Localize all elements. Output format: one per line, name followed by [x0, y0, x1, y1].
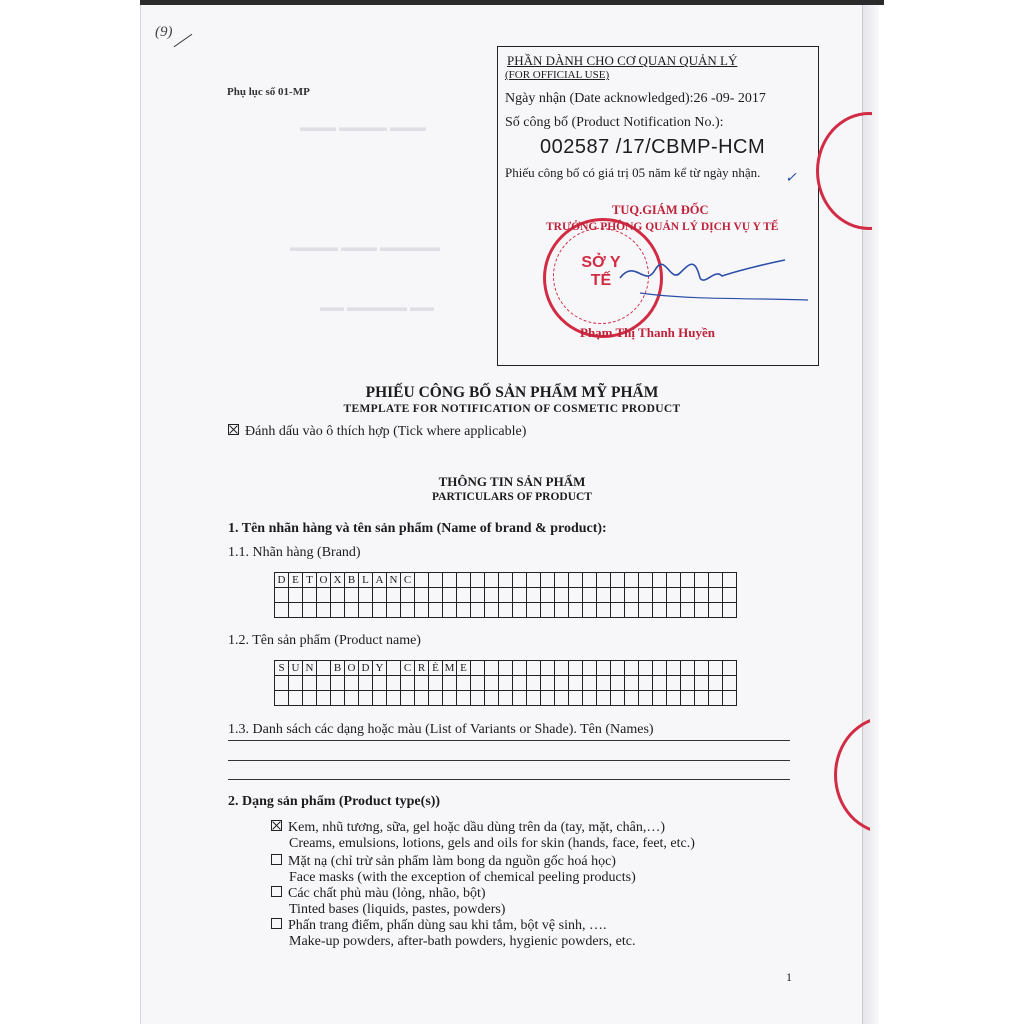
grid-cell [555, 691, 569, 706]
tick-note-text: Đánh dấu vào ô thích hợp (Tick where applicable) [245, 424, 527, 439]
option-en: Creams, emulsions, lotions, gels and oils for skin (hands, face, feet, etc.) [289, 836, 695, 851]
grid-cell [527, 691, 541, 706]
grid-cell [317, 588, 331, 603]
grid-cell [639, 603, 653, 618]
grid-cell [317, 676, 331, 691]
option-vi: Phấn trang điểm, phấn dùng sau khi tắm, bột vệ sinh, …. [288, 918, 607, 933]
grid-cell [667, 661, 681, 676]
grid-cell: E [289, 573, 303, 588]
grid-cell [471, 573, 485, 588]
grid-cell [457, 573, 471, 588]
grid-cell [723, 661, 737, 676]
grid-cell [695, 661, 709, 676]
grid-cell [415, 691, 429, 706]
grid-cell [583, 691, 597, 706]
checkbox-icon[interactable] [271, 886, 282, 897]
variants-label: 1.3. Danh sách các dạng hoặc màu (List of Variants or Shade). Tên (Names) [228, 722, 654, 737]
grid-cell [289, 676, 303, 691]
grid-cell [527, 588, 541, 603]
grid-cell [695, 676, 709, 691]
grid-cell: A [373, 573, 387, 588]
grid-cell [345, 691, 359, 706]
grid-cell [653, 691, 667, 706]
grid-cell [499, 588, 513, 603]
grid-cell: B [345, 573, 359, 588]
grid-row [275, 603, 737, 618]
grid-cell [359, 603, 373, 618]
official-box-title: PHẦN DÀNH CHO CƠ QUAN QUẢN LÝ [507, 53, 738, 68]
grid-cell [443, 588, 457, 603]
grid-cell [653, 573, 667, 588]
grid-cell [443, 676, 457, 691]
grid-cell [387, 603, 401, 618]
variants-line [228, 760, 790, 761]
grid-cell [415, 588, 429, 603]
grid-cell [471, 661, 485, 676]
bleed-through: ▬▬▬ ▬▬▬▬ ▬▬▬ [300, 120, 426, 134]
notification-label: Số công bố (Product Notification No.): [505, 115, 724, 130]
grid-cell [429, 676, 443, 691]
grid-cell [653, 603, 667, 618]
grid-cell [555, 661, 569, 676]
grid-cell [653, 588, 667, 603]
grid-cell: E [457, 661, 471, 676]
grid-cell [345, 603, 359, 618]
grid-cell [639, 661, 653, 676]
grid-cell [681, 661, 695, 676]
grid-cell: C [401, 661, 415, 676]
grid-cell [387, 676, 401, 691]
grid-cell [583, 588, 597, 603]
grid-cell [401, 588, 415, 603]
grid-cell [275, 691, 289, 706]
bleed-through: ▬▬ ▬▬▬▬▬ ▬▬ [320, 300, 434, 314]
grid-cell [429, 588, 443, 603]
grid-cell [597, 573, 611, 588]
grid-cell [471, 676, 485, 691]
grid-cell [359, 588, 373, 603]
grid-cell [359, 691, 373, 706]
grid-cell [639, 588, 653, 603]
grid-cell [667, 691, 681, 706]
grid-cell [709, 676, 723, 691]
grid-row [275, 588, 737, 603]
bleed-through: ▬▬▬▬ ▬▬▬ ▬▬▬▬▬ [290, 240, 440, 254]
grid-cell [583, 573, 597, 588]
grid-cell [401, 691, 415, 706]
grid-cell [555, 676, 569, 691]
grid-cell [443, 603, 457, 618]
variants-line [228, 779, 790, 780]
grid-cell [527, 603, 541, 618]
grid-cell [387, 588, 401, 603]
grid-cell [639, 676, 653, 691]
grid-cell [485, 588, 499, 603]
grid-cell [555, 573, 569, 588]
grid-cell [723, 603, 737, 618]
option-makeup-powders[interactable] [271, 918, 636, 950]
grid-cell [499, 676, 513, 691]
grid-cell [569, 691, 583, 706]
grid-cell: N [387, 573, 401, 588]
grid-cell [639, 573, 653, 588]
grid-cell [583, 603, 597, 618]
grid-cell: D [275, 573, 289, 588]
grid-cell [527, 573, 541, 588]
grid-cell [625, 573, 639, 588]
option-vi: Mặt nạ (chỉ trừ sản phẩm làm bong da nguồn gốc hoá học) [288, 854, 616, 869]
checkbox-icon [228, 424, 239, 435]
signer-name: Phạm Thị Thanh Huyền [580, 325, 715, 340]
grid-cell [597, 661, 611, 676]
grid-cell [695, 573, 709, 588]
date-label: Ngày nhận (Date acknowledged): [505, 91, 694, 106]
grid-cell [345, 676, 359, 691]
grid-cell [303, 588, 317, 603]
grid-cell [667, 676, 681, 691]
grid-cell [681, 676, 695, 691]
grid-cell: O [317, 573, 331, 588]
grid-cell [541, 661, 555, 676]
grid-cell [485, 691, 499, 706]
grid-cell: X [331, 573, 345, 588]
grid-cell [597, 588, 611, 603]
option-en: Tinted bases (liquids, pastes, powders) [289, 902, 506, 917]
grid-row [275, 676, 737, 691]
grid-cell [639, 691, 653, 706]
grid-cell [485, 603, 499, 618]
grid-cell [275, 588, 289, 603]
grid-cell [653, 661, 667, 676]
grid-cell [625, 603, 639, 618]
grid-cell [443, 573, 457, 588]
grid-cell: O [345, 661, 359, 676]
grid-cell [415, 676, 429, 691]
edge-seal-top [816, 112, 922, 230]
brand-char-grid [274, 572, 737, 618]
grid-cell [471, 691, 485, 706]
grid-cell: S [275, 661, 289, 676]
grid-cell [513, 603, 527, 618]
grid-cell [331, 603, 345, 618]
grid-cell [625, 691, 639, 706]
grid-cell [569, 676, 583, 691]
grid-cell [429, 603, 443, 618]
signer-role: TUQ.GIÁM ĐỐC [612, 203, 709, 217]
grid-cell [541, 603, 555, 618]
grid-cell: M [443, 661, 457, 676]
grid-cell [709, 603, 723, 618]
grid-cell [709, 573, 723, 588]
brand-label: 1.1. Nhãn hàng (Brand) [228, 545, 361, 560]
grid-row [275, 573, 737, 588]
form-subtitle: TEMPLATE FOR NOTIFICATION OF COSMETIC PRODUCT [343, 403, 681, 415]
grid-cell [695, 691, 709, 706]
grid-cell [681, 691, 695, 706]
grid-cell [275, 603, 289, 618]
grid-cell [611, 676, 625, 691]
grid-cell [541, 676, 555, 691]
grid-cell [625, 588, 639, 603]
grid-cell [653, 676, 667, 691]
grid-cell [345, 588, 359, 603]
grid-cell [625, 676, 639, 691]
grid-cell [709, 588, 723, 603]
grid-cell [611, 603, 625, 618]
grid-cell [723, 691, 737, 706]
notification-number: 002587 /17/CBMP-HCM [540, 136, 766, 158]
option-face-masks[interactable] [271, 854, 636, 886]
grid-cell: B [331, 661, 345, 676]
grid-cell [373, 588, 387, 603]
grid-cell [723, 588, 737, 603]
grid-cell [541, 573, 555, 588]
grid-cell [569, 661, 583, 676]
grid-cell: T [303, 573, 317, 588]
grid-cell [373, 603, 387, 618]
grid-cell [513, 661, 527, 676]
grid-cell [667, 573, 681, 588]
grid-cell [667, 588, 681, 603]
grid-cell [611, 573, 625, 588]
grid-cell [485, 661, 499, 676]
grid-cell [317, 603, 331, 618]
grid-cell [471, 588, 485, 603]
grid-cell: R [415, 661, 429, 676]
grid-cell [331, 691, 345, 706]
option-en: Make-up powders, after-bath powders, hygienic powders, etc. [289, 934, 636, 949]
grid-cell [331, 588, 345, 603]
grid-cell [401, 603, 415, 618]
grid-cell: N [303, 661, 317, 676]
grid-cell [681, 603, 695, 618]
grid-cell [317, 691, 331, 706]
seal-text: SỞ Y TẾ [581, 254, 621, 289]
grid-cell: Y [373, 661, 387, 676]
checkbox-checked-icon[interactable] [271, 820, 282, 831]
grid-cell: È [429, 661, 443, 676]
grid-cell [597, 676, 611, 691]
grid-cell [373, 691, 387, 706]
grid-cell [303, 691, 317, 706]
grid-cell [583, 676, 597, 691]
grid-cell [541, 691, 555, 706]
grid-cell [527, 676, 541, 691]
checkbox-icon[interactable] [271, 918, 282, 929]
grid-cell [289, 691, 303, 706]
grid-cell [415, 573, 429, 588]
grid-cell [457, 676, 471, 691]
grid-cell [555, 603, 569, 618]
annex-label: Phụ lục số 01-MP [227, 86, 310, 98]
grid-cell [485, 573, 499, 588]
grid-cell [667, 603, 681, 618]
grid-cell [695, 603, 709, 618]
variants-line [228, 740, 790, 741]
grid-cell: D [359, 661, 373, 676]
grid-cell [387, 661, 401, 676]
grid-cell [387, 691, 401, 706]
grid-cell [709, 661, 723, 676]
grid-cell [457, 603, 471, 618]
grid-cell [289, 603, 303, 618]
grid-cell: C [401, 573, 415, 588]
question-1-heading: 1. Tên nhãn hàng và tên sản phẩm (Name of brand & product): [228, 521, 607, 536]
initials-mark: ✓ [785, 171, 797, 186]
grid-cell [569, 588, 583, 603]
grid-cell [499, 603, 513, 618]
grid-cell [499, 691, 513, 706]
checkbox-icon[interactable] [271, 854, 282, 865]
official-box-subtitle: (FOR OFFICIAL USE) [505, 69, 610, 81]
grid-cell [527, 661, 541, 676]
signer-organization: TRƯỞNG PHÒNG QUẢN LÝ DỊCH VỤ Y TẾ [546, 221, 779, 233]
edge-seal-bottom [834, 716, 940, 834]
form-title: PHIẾU CÔNG BỐ SẢN PHẨM MỸ PHẨM [365, 384, 659, 401]
grid-cell [541, 588, 555, 603]
validity-note: Phiếu công bố có giá trị 05 năm kể từ ngày nhận. [505, 165, 761, 180]
grid-cell [569, 573, 583, 588]
grid-cell [443, 691, 457, 706]
grid-cell [723, 676, 737, 691]
footer-mark: 1 [786, 970, 792, 984]
grid-cell [303, 676, 317, 691]
handwritten-page-number: (9) [155, 24, 173, 40]
grid-cell [303, 603, 317, 618]
grid-cell [611, 588, 625, 603]
grid-cell [289, 588, 303, 603]
grid-cell: U [289, 661, 303, 676]
grid-cell [331, 676, 345, 691]
grid-cell [429, 691, 443, 706]
grid-cell [513, 573, 527, 588]
option-tinted-bases[interactable] [271, 886, 505, 918]
grid-cell [597, 691, 611, 706]
product-char-grid [274, 660, 737, 706]
grid-cell [513, 588, 527, 603]
grid-cell [681, 573, 695, 588]
option-creams[interactable] [271, 820, 695, 852]
product-name-label: 1.2. Tên sản phẩm (Product name) [228, 633, 421, 648]
grid-cell [457, 691, 471, 706]
date-acknowledged [505, 91, 766, 107]
date-value: 26 -09- 2017 [693, 91, 766, 106]
signature [610, 248, 810, 308]
grid-cell [625, 661, 639, 676]
grid-cell [611, 661, 625, 676]
section-subtitle: PARTICULARS OF PRODUCT [432, 491, 592, 503]
grid-cell [611, 691, 625, 706]
grid-cell [373, 676, 387, 691]
tick-note [228, 424, 526, 440]
option-en: Face masks (with the exception of chemical peeling products) [289, 870, 636, 885]
grid-row [275, 661, 737, 676]
grid-cell [583, 661, 597, 676]
grid-cell [457, 588, 471, 603]
grid-cell [317, 661, 331, 676]
grid-cell [513, 676, 527, 691]
grid-cell [485, 676, 499, 691]
grid-cell [415, 603, 429, 618]
grid-cell [723, 573, 737, 588]
grid-cell [275, 676, 289, 691]
grid-cell [569, 603, 583, 618]
option-vi: Các chất phủ màu (lỏng, nhão, bột) [288, 886, 486, 901]
grid-cell [513, 691, 527, 706]
grid-cell [499, 661, 513, 676]
grid-cell [555, 588, 569, 603]
option-vi: Kem, nhũ tương, sữa, gel hoặc dầu dùng trên da (tay, mặt, chân,…) [288, 820, 666, 835]
grid-cell [499, 573, 513, 588]
grid-cell [429, 573, 443, 588]
grid-cell [695, 588, 709, 603]
section-title: THÔNG TIN SẢN PHẨM [438, 474, 586, 489]
grid-cell [401, 676, 415, 691]
grid-cell [471, 603, 485, 618]
grid-cell [359, 676, 373, 691]
grid-cell: L [359, 573, 373, 588]
question-2-heading: 2. Dạng sản phẩm (Product type(s)) [228, 794, 441, 809]
grid-cell [681, 588, 695, 603]
grid-cell [709, 691, 723, 706]
grid-row [275, 691, 737, 706]
grid-cell [597, 603, 611, 618]
